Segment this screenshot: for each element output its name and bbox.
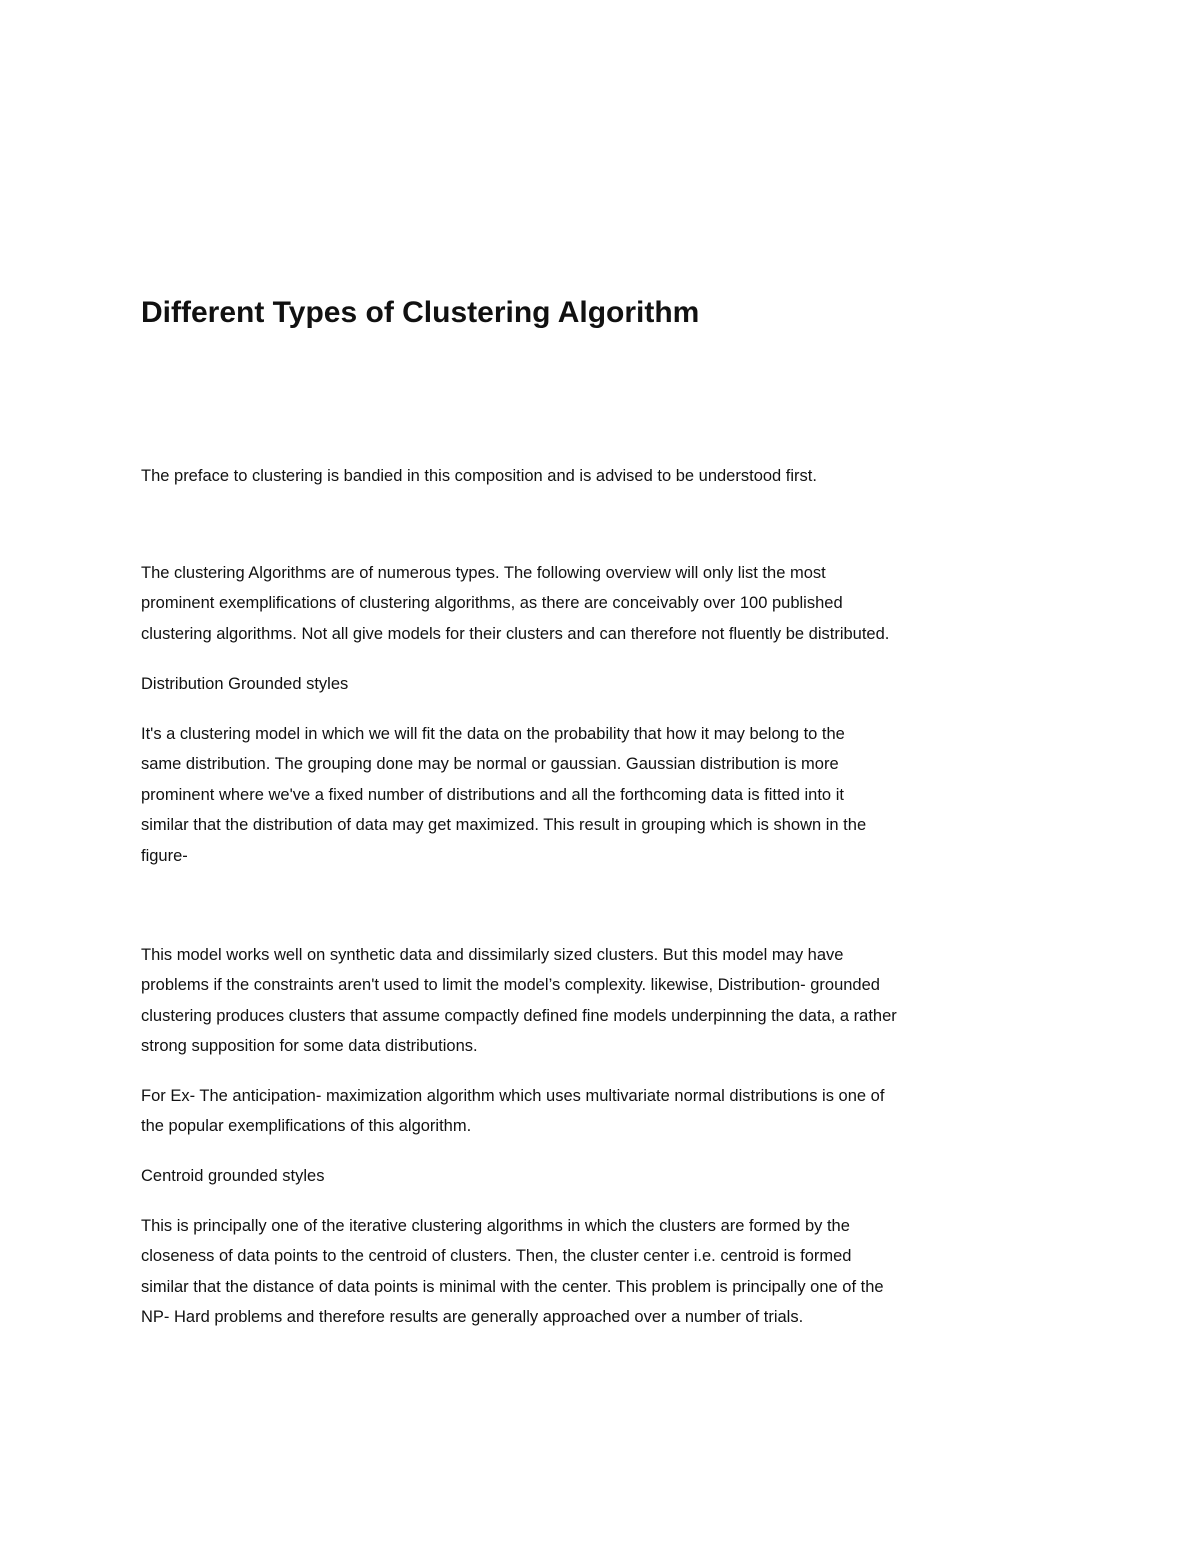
text-line: strong supposition for some data distributions. xyxy=(141,1037,478,1056)
paragraph-centroid-body xyxy=(141,1211,1053,1333)
paragraph-intro xyxy=(141,558,1053,649)
text-line: NP- Hard problems and therefore results are generally approached over a number of trials. xyxy=(141,1308,804,1327)
heading-distribution-grounded-styles xyxy=(141,669,1053,699)
text-line: For Ex- The anticipation- maximization algorithm which uses multivariate normal distributions is one of xyxy=(141,1087,885,1105)
text-line: prominent exemplifications of clustering algorithms, as there are conceivably over 100 published xyxy=(141,594,843,613)
text-line: clustering algorithms. Not all give models for their clusters and can therefore not fluently be distributed. xyxy=(141,624,890,643)
text-line: prominent where we've a fixed number of distributions and all the forthcoming data is fitted into it xyxy=(141,785,844,804)
text-line: This is principally one of the iterative clustering algorithms in which the clusters are formed by the xyxy=(141,1217,850,1235)
text-line: closeness of data points to the centroid of clusters. Then, the cluster center i.e. centroid is formed xyxy=(141,1247,852,1266)
text-line: Centroid grounded styles xyxy=(141,1167,325,1185)
text-line: problems if the constraints aren't used to limit the model’s complexity. likewise, Distribution- grounded xyxy=(141,976,880,995)
text-line: similar that the distribution of data may get maximized. This result in grouping which is shown in the xyxy=(141,816,867,835)
text-line: It's a clustering model in which we will fit the data on the probability that how it may belong to the xyxy=(141,725,845,743)
text-line: figure- xyxy=(141,846,188,865)
text-line: This model works well on synthetic data and dissimilarly sized clusters. But this model may have xyxy=(141,946,844,964)
paragraph-preface xyxy=(141,461,1053,491)
heading-centroid-grounded-styles xyxy=(141,1161,1053,1191)
paragraph-distribution-model xyxy=(141,940,1053,1062)
text-line: clustering produces clusters that assume compactly defined fine models underpinning the data, a rather xyxy=(141,1006,897,1025)
text-line: The preface to clustering is bandied in this composition and is advised to be understood first. xyxy=(141,467,817,485)
document-title: Different Types of Clustering Algorithm xyxy=(141,296,700,329)
text-line: the popular exemplifications of this algorithm. xyxy=(141,1117,472,1136)
text-line: The clustering Algorithms are of numerous types. The following overview will only list the most xyxy=(141,564,826,582)
paragraph-distribution-example xyxy=(141,1081,1053,1142)
text-line: similar that the distance of data points is minimal with the center. This problem is principally one of the xyxy=(141,1277,884,1296)
text-line: same distribution. The grouping done may be normal or gaussian. Gaussian distribution is more xyxy=(141,755,839,774)
paragraph-distribution-body xyxy=(141,719,1053,871)
text-line: Distribution Grounded styles xyxy=(141,675,349,693)
